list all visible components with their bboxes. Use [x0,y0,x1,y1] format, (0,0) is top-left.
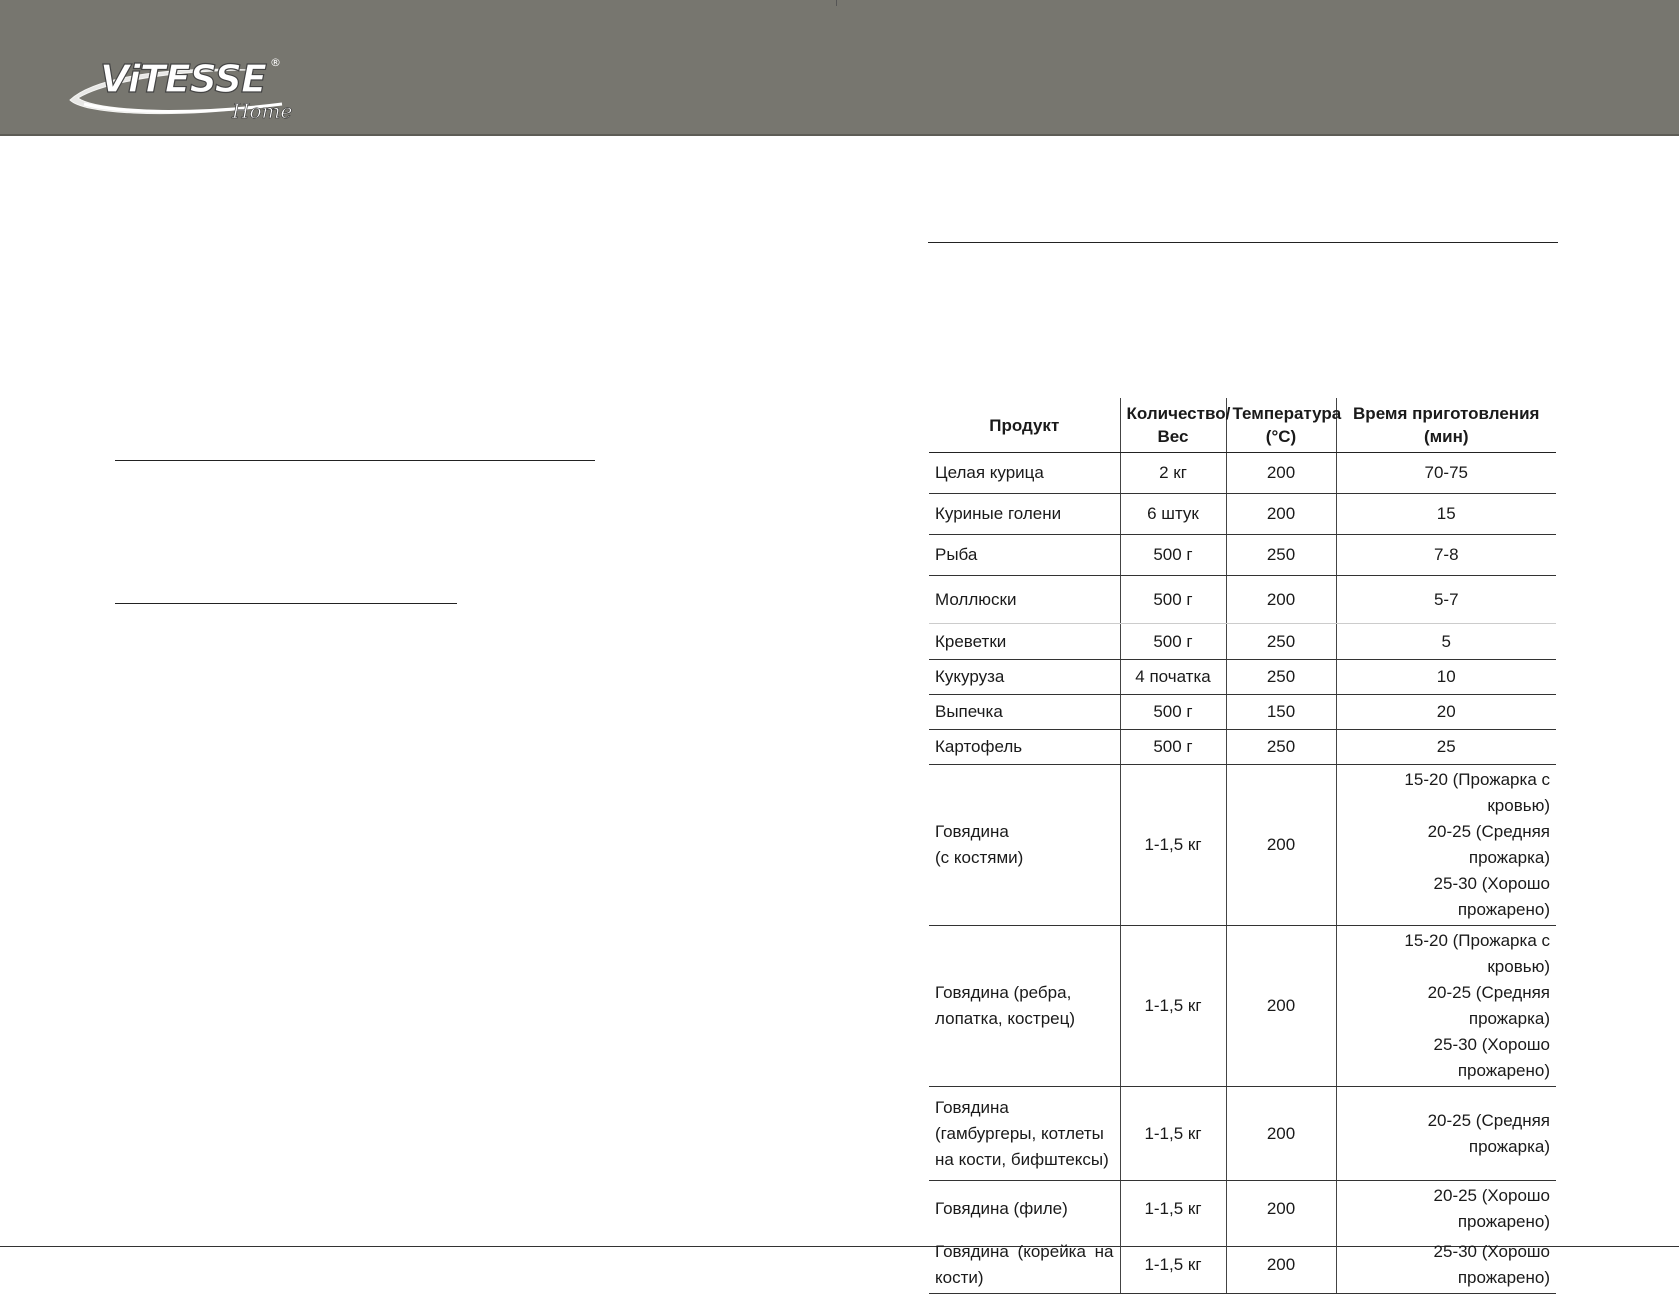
amount-cell: 1-1,5 кг [1120,1237,1226,1294]
product-cell: Говядина (филе) [935,1199,1068,1218]
temperature-cell: 200 [1226,926,1336,1087]
table-row [929,926,1556,1087]
table-row [929,453,1556,494]
table-row [929,494,1556,535]
svg-text:Home: Home [232,99,293,123]
column-header-amount: Количество/ Вес [1120,398,1226,453]
table-row [929,1087,1556,1181]
amount-cell: 2 кг [1120,453,1226,494]
amount-cell: 500 г [1120,695,1226,730]
time-cell: 20-25 (Средняя прожарка) [1336,1087,1556,1181]
svg-text:®: ® [270,56,281,69]
time-cell: 7-8 [1336,535,1556,576]
table-row [929,730,1556,765]
amount-cell: 500 г [1120,535,1226,576]
table-row [929,576,1556,624]
time-cell: 20 [1336,695,1556,730]
time-cell: 25 [1336,730,1556,765]
temperature-cell: 200 [1226,1181,1336,1238]
table-row [929,1237,1556,1294]
header-bar [0,0,1679,136]
product-cell: Картофель [929,730,1120,765]
amount-cell: 1-1,5 кг [1120,1181,1226,1238]
heading-rule [928,242,1558,243]
product-cell: Говядина (с костями) [929,765,1120,926]
temperature-cell: 250 [1226,730,1336,765]
cooking-time-table [929,398,1556,1294]
product-cell: Моллюски [929,576,1120,624]
time-cell: 15 [1336,494,1556,535]
product-cell: Кукуруза [929,660,1120,695]
amount-cell: 500 г [1120,624,1226,660]
product-cell: Куриные голени [929,494,1120,535]
svg-text:ViTESSE: ViTESSE [100,57,266,101]
temperature-cell: 150 [1226,695,1336,730]
fold-mark [836,0,837,6]
table-row [929,535,1556,576]
time-cell: 10 [1336,660,1556,695]
time-cell: 5-7 [1336,576,1556,624]
temperature-cell: 200 [1226,494,1336,535]
temperature-cell: 200 [1226,1237,1336,1294]
temperature-cell: 200 [1226,1087,1336,1181]
heading-rule [115,603,457,604]
time-cell: 25-30 (Хорошо прожарено) [1336,1237,1556,1294]
amount-cell: 500 г [1120,576,1226,624]
table-header-row [929,398,1556,453]
temperature-cell: 200 [1226,453,1336,494]
amount-cell: 1-1,5 кг [1120,926,1226,1087]
heading-rule [115,460,595,461]
time-cell: 15-20 (Прожарка с кровью) 20-25 (Средняя прожарка) 25-30 (Хорошо прожарено) [1336,765,1556,926]
temperature-cell: 250 [1226,535,1336,576]
amount-cell: 1-1,5 кг [1120,1087,1226,1181]
product-cell: Выпечка [929,695,1120,730]
time-cell: 5 [1336,624,1556,660]
product-cell: Говядина (корейка на кости) [929,1237,1120,1294]
temperature-cell: 250 [1226,660,1336,695]
amount-cell: 1-1,5 кг [1120,765,1226,926]
time-cell: 70-75 [1336,453,1556,494]
table-row [929,695,1556,730]
amount-cell: 500 г [1120,730,1226,765]
time-cell: 15-20 (Прожарка с кровью) 20-25 (Средняя прожарка) 25-30 (Хорошо прожарено) [1336,926,1556,1087]
vitesse-home-logo [64,52,304,126]
product-cell: Целая курица [929,453,1120,494]
column-header-time: Время приготовления (мин) [1336,398,1556,453]
product-cell: Говядина (гамбургеры, котлеты на кости, бифштексы) [929,1087,1120,1181]
table-row [929,660,1556,695]
amount-cell: 6 штук [1120,494,1226,535]
column-header-product: Продукт [929,398,1120,453]
temperature-cell: 250 [1226,624,1336,660]
table-row [929,624,1556,660]
table-row [929,1181,1556,1238]
column-header-temperature: Температура (°С) [1226,398,1336,453]
table-row [929,765,1556,926]
temperature-cell: 200 [1226,765,1336,926]
product-cell: Рыба [929,535,1120,576]
temperature-cell: 200 [1226,576,1336,624]
product-cell: Креветки [929,624,1120,660]
time-cell: 20-25 (Хорошо прожарено) [1336,1181,1556,1238]
amount-cell: 4 початка [1120,660,1226,695]
product-cell: Говядина (ребра, лопатка, кострец) [929,926,1120,1087]
